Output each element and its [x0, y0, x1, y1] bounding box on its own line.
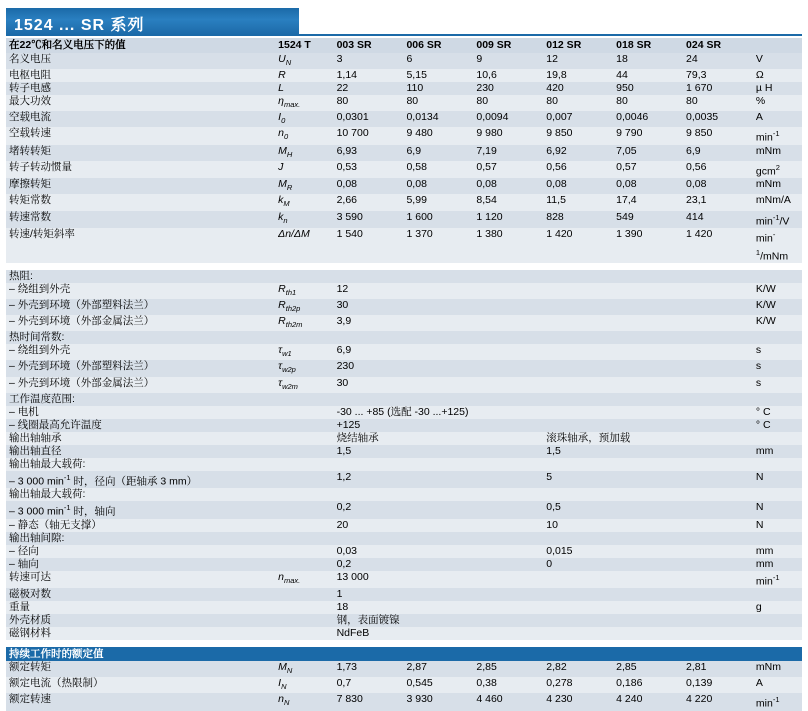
title-banner: [6, 8, 299, 34]
rated-section-header: 持续工作时的额定值: [6, 647, 802, 661]
section-heading-row: 输出轴间隙:: [6, 532, 802, 545]
table-row: 电枢电阻 R 1,14 5,15 10,6 19,8 44 79,3 Ω: [6, 69, 802, 82]
table-row: 重量 18 g: [6, 601, 802, 614]
row-spacer: [6, 640, 802, 647]
page-title: 1524 ... SR 系列: [14, 17, 145, 34]
specs-table: [6, 38, 802, 711]
section-heading-row: 输出轴最大载荷:: [6, 458, 802, 471]
table-row: – 轴向 0,2 0 mm: [6, 558, 802, 571]
table-row: 外壳材质 钢，表面镀镍: [6, 614, 802, 627]
table-row: 转速/转矩斜率 Δn/ΔM 1 540 1 370 1 380 1 420 1 390 1 420 $\min^{-1}$/mNm: [6, 228, 802, 263]
title-rule: [6, 34, 802, 36]
table-row: 摩擦转矩 $M_R$ 0,08 0,08 0,08 0,08 0,08 0,08 mNm: [6, 178, 802, 194]
table-row: – 径向 0,03 0,015 mm: [6, 545, 802, 558]
specs-body: [6, 38, 802, 711]
table-row: 额定转速 $n_N$ 7 830 3 930 4 460 4 230 4 240 4 220 $\min^{-1}$: [6, 693, 802, 711]
table-row: 转速可达 $n_{max.}$ 13 000 $\min^{-1}$: [6, 571, 802, 589]
table-row: – 外壳到环境（外部塑料法兰） $R_{th2p}$ 30 K/W: [6, 299, 802, 315]
table-row: – 绕组到外壳 $R_{th1}$ 12 K/W: [6, 283, 802, 299]
table-row: – 静态（轴无支撑） 20 10 N: [6, 519, 802, 532]
table-row: 堵转转矩 $M_H$ 6,93 6,9 7,19 6,92 7,05 6,9 mNm: [6, 145, 802, 161]
table-row: 转子转动惯量 J 0,53 0,58 0,57 0,56 0,57 0,56 gcm$^2$: [6, 161, 802, 179]
table-row: – 线圈最高允许温度 +125 ° C: [6, 419, 802, 432]
section-heading-row: 热阻:: [6, 270, 802, 283]
table-row: – 电机 -30 ... +85 (选配 -30 ...+125) ° C: [6, 406, 802, 419]
table-row: 磁钢材料 NdFeB: [6, 627, 802, 640]
section-heading-row: 输出轴最大载荷:: [6, 488, 802, 501]
table-row: 最大功效 $\eta_{max.}$ 80 80 80 80 80 80 %: [6, 95, 802, 111]
section-heading-row: 热时间常数:: [6, 331, 802, 344]
table-row: 额定电流（热限制） $I_N$ 0,7 0,545 0,38 0,278 0,186 0,139 A: [6, 677, 802, 693]
table-row: – 外壳到环境（外部金属法兰） $\tau_{w2m}$ 30 s: [6, 377, 802, 393]
table-row: 空载电流 $I_0$ 0,0301 0,0134 0,0094 0,007 0,0046 0,0035 A: [6, 111, 802, 127]
table-row: 空载转速 $n_0$ 10 700 9 480 9 980 9 850 9 790 9 850 $\min^{-1}$: [6, 127, 802, 145]
table-row: – 外壳到环境（外部金属法兰） $R_{th2m}$ 3,9 K/W: [6, 315, 802, 331]
table-row: – 绕组到外壳 $\tau_{w1}$ 6,9 s: [6, 344, 802, 360]
table-row: 名义电压 $U_N$ 3 6 9 12 18 24 V: [6, 53, 802, 69]
table-row: 输出轴直径 1,5 1,5 mm: [6, 445, 802, 458]
table-row: 磁极对数 1: [6, 588, 802, 601]
table-row: – 3 000 $\min^{-1}$ 时，轴向 0,2 0,5 N: [6, 501, 802, 519]
table-row: – 3 000 $\min^{-1}$ 时，径向（距轴承 3 mm） 1,2 5 N: [6, 471, 802, 489]
section-heading-row: 工作温度范围:: [6, 393, 802, 406]
table-row: 转速常数 $k_n$ 3 590 1 600 1 120 828 549 414 $\min^{-1}/V$: [6, 211, 802, 229]
table-row: 额定转矩 $M_N$ 1,73 2,87 2,85 2,82 2,85 2,81 mNm: [6, 661, 802, 677]
table-row: – 外壳到环境（外部塑料法兰） $\tau_{w2p}$ 230 s: [6, 360, 802, 376]
row-spacer: [6, 263, 802, 270]
table-row: 转子电感 L 22 110 230 420 950 1 670 µ H: [6, 82, 802, 95]
table-row: 输出轴轴承 烧结轴承 滚珠轴承，预加载: [6, 432, 802, 445]
table-row: 转矩常数 $k_M$ 2,66 5,99 8,54 11,5 17,4 23,1 mNm/A: [6, 194, 802, 210]
table-header-row: 在22℃和名义电压下的值 1524 T 003 SR 006 SR 009 SR 012 SR 018 SR 024 SR: [6, 38, 802, 53]
